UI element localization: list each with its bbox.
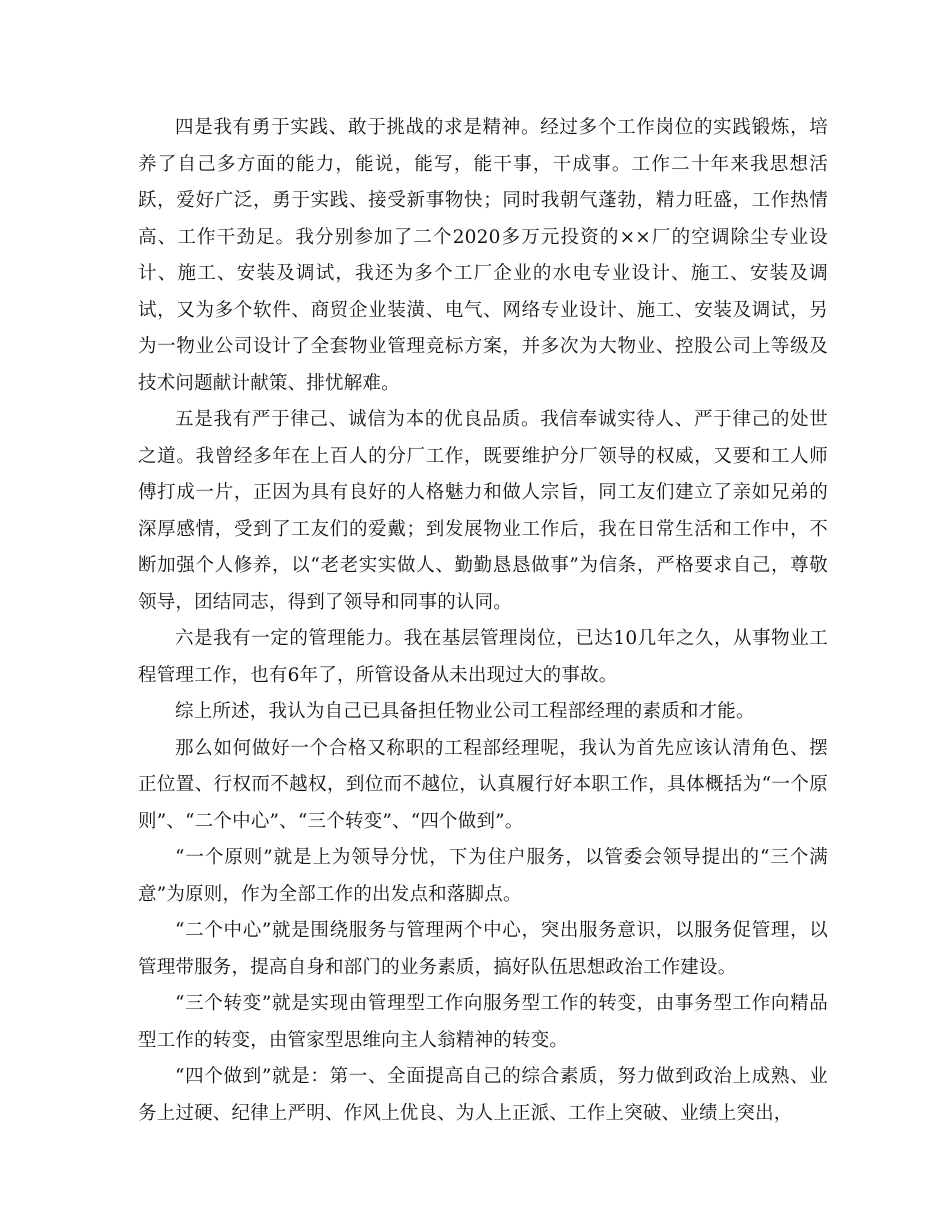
paragraph-three-transformations: “三个转变”就是实现由管理型工作向服务型工作的转变，由事务型工作向精品型工作的转变，由管家型思维向主人翁精神的转变。 bbox=[138, 993, 828, 1051]
paragraph-management-ability: 六是我有一定的管理能力。我在基层管理岗位，已达10几年之久，从事物业工程管理工作，也有6年了，所管设备从未出现过大的事故。 bbox=[138, 628, 828, 686]
paragraph-summary: 综上所述，我认为自己已具备担任物业公司工程部经理的素质和才能。 bbox=[175, 701, 755, 722]
paragraph-four-achievements: “四个做到”就是：第一、全面提高自己的综合素质，努力做到政治上成熟、业务上过硬、纪律上严明、作风上优良、为人上正派、工作上突破、业绩上突出， bbox=[138, 1066, 828, 1124]
document-page bbox=[138, 110, 828, 1132]
paragraph-integrity: 五是我有严于律己、诚信为本的优良品质。我信奉诚实待人、严于律己的处世之道。我曾经多年在上百人的分厂工作，既要维护分厂领导的权威，又要和工人师傅打成一片，正因为具有良好的人格魅力和做人宗旨，同工友们建立了亲如兄弟的深厚感情，受到了工友们的爱戴；到发展物业工作后，我在日常生活和工作中，不断加强个人修养，以“老老实实做人、勤勤恳恳做事”为信条，严格要求自己，尊敬领导，团结同志，得到了领导和同事的认同。 bbox=[138, 409, 828, 613]
paragraph-how-to-be-manager: 那么如何做好一个合格又称职的工程部经理呢，我认为首先应该认清角色、摆正位置、行权而不越权，到位而不越位，认真履行好本职工作，具体概括为“一个原则”、“二个中心”、“三个转变”、“四个做到”。 bbox=[138, 737, 828, 832]
paragraph-one-principle: “一个原则”就是上为领导分忧，下为住户服务，以管委会领导提出的“三个满意”为原则，作为全部工作的出发点和落脚点。 bbox=[138, 847, 828, 905]
paragraph-practice-spirit: 四是我有勇于实践、敢于挑战的求是精神。经过多个工作岗位的实践锻炼，培养了自己多方面的能力，能说，能写，能干事，干成事。工作二十年来我思想活跃，爱好广泛，勇于实践、接受新事物快；同时我朝气蓬勃，精力旺盛，工作热情高、工作干劲足。我分别参加了二个2020多万元投资的××厂的空调除尘专业设计、施工、安装及调试，我还为多个工厂企业的水电专业设计、施工、安装及调试，又为多个软件、商贸企业装潢、电气、网络专业设计、施工、安装及调试，另为一物业公司设计了全套物业管理竞标方案，并多次为大物业、控股公司上等级及技术问题献计献策、排忧解难。 bbox=[138, 117, 828, 394]
paragraph-two-centers: “二个中心”就是围绕服务与管理两个中心，突出服务意识，以服务促管理，以管理带服务，提高自身和部门的业务素质，搞好队伍思想政治工作建设。 bbox=[138, 920, 828, 978]
